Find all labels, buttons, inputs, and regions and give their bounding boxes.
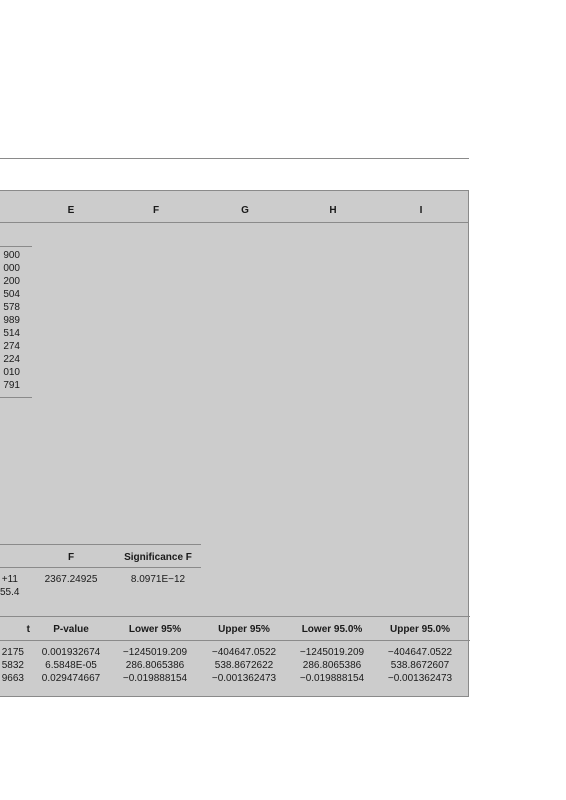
anova-header-significance-f: Significance F xyxy=(124,552,192,563)
coef-header-lower-95: Lower 95% xyxy=(128,624,182,635)
column-header-e[interactable]: E xyxy=(67,205,75,216)
coef-row-1-upper-95: −404647.0522 xyxy=(211,647,277,658)
stub-value: 000 xyxy=(3,263,20,274)
coef-row-2-lower-95: 286.8065386 xyxy=(125,660,185,671)
anova-stub-2: 55.4 xyxy=(0,587,20,598)
coef-row-3-p-value: 0.029474667 xyxy=(41,673,101,684)
coef-row-1-lower-95: −1245019.209 xyxy=(122,647,188,658)
anova-header-rule xyxy=(0,567,201,568)
stub-value: 274 xyxy=(3,341,20,352)
coef-header-upper-95-0: Upper 95.0% xyxy=(389,624,451,635)
anova-header-f: F xyxy=(67,552,75,563)
coef-row-1-upper-95-0: −404647.0522 xyxy=(387,647,453,658)
stub-value: 224 xyxy=(3,354,20,365)
stub-value: 791 xyxy=(3,380,20,391)
coef-header-upper-95: Upper 95% xyxy=(218,624,270,635)
anova-f-value: 2367.24925 xyxy=(44,574,98,585)
coef-header-lower-95-0: Lower 95.0% xyxy=(301,624,363,635)
stub-value: 578 xyxy=(3,302,20,313)
spreadsheet-panel xyxy=(0,190,469,697)
stub-value: 900 xyxy=(3,250,20,261)
coefficients-stub-header: t xyxy=(26,624,30,635)
column-header-g[interactable]: G xyxy=(241,205,249,216)
stub-value: 504 xyxy=(3,289,20,300)
anova-top-rule xyxy=(0,544,201,545)
coef-row-2-lower-95-0: 286.8065386 xyxy=(302,660,362,671)
coef-row-3-lower-95: −0.019888154 xyxy=(122,673,188,684)
stub-value-list xyxy=(0,249,20,392)
coef-header-p-value: P-value xyxy=(53,624,89,635)
coefficients-top-rule xyxy=(0,616,470,617)
coef-row-2-p-value: 6.5848E-05 xyxy=(45,660,97,671)
coef-row-3-lower-95-0: −0.019888154 xyxy=(299,673,365,684)
stub-value: 200 xyxy=(3,276,20,287)
coefficients-header-rule xyxy=(0,640,470,641)
coef-row-3-upper-95: −0.001362473 xyxy=(211,673,277,684)
column-header-f[interactable]: F xyxy=(152,205,160,216)
column-header-row xyxy=(0,191,468,223)
stub-value: 989 xyxy=(3,315,20,326)
anova-stub-1: +11 xyxy=(1,574,18,585)
coef-row-2-stub: 5832 xyxy=(1,660,24,671)
top-rule xyxy=(0,158,469,159)
coef-row-1-lower-95-0: −1245019.209 xyxy=(299,647,365,658)
stub-list-bottom-rule xyxy=(0,397,32,398)
coef-row-2-upper-95: 538.8672622 xyxy=(214,660,274,671)
coef-row-3-stub: 9663 xyxy=(1,673,24,684)
anova-significance-f-value: 8.0971E−12 xyxy=(130,574,186,585)
stub-value: 010 xyxy=(3,367,20,378)
stub-value: 514 xyxy=(3,328,20,339)
coef-row-2-upper-95-0: 538.8672607 xyxy=(390,660,450,671)
coef-row-3-upper-95-0: −0.001362473 xyxy=(387,673,453,684)
stub-list-top-rule xyxy=(0,246,32,247)
coef-row-1-stub: 2175 xyxy=(1,647,24,658)
column-header-h[interactable]: H xyxy=(329,205,337,216)
coef-row-1-p-value: 0.001932674 xyxy=(41,647,101,658)
column-header-i[interactable]: I xyxy=(419,205,423,216)
